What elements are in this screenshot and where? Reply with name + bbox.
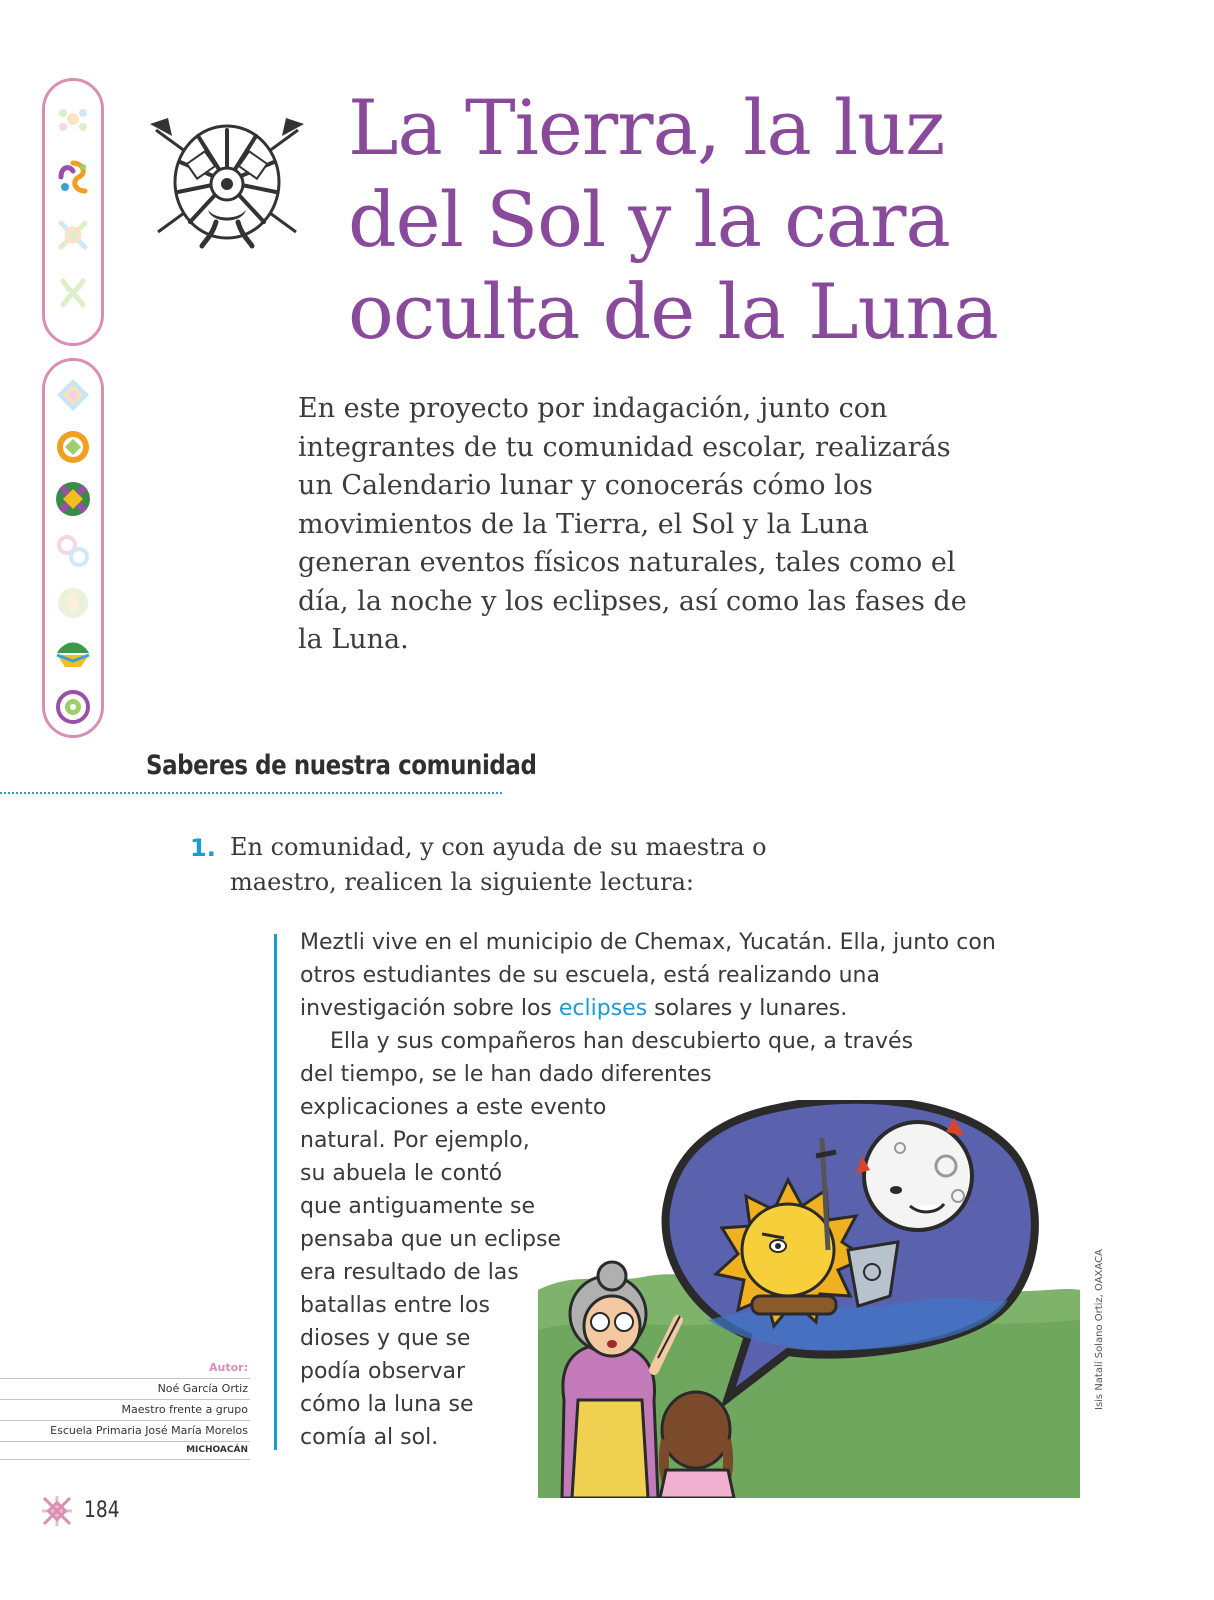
reading-line: explicaciones a este evento [300,1095,607,1120]
interculturalidad-icon [53,479,93,519]
reading-line: que antiguamente se [300,1194,536,1219]
step-instruction: En comunidad, y con ayuda de su maestra o maestro, realicen la siguiente lectura: [230,833,767,896]
reading-line: pensaba que un eclipse [300,1227,561,1252]
reading-accent-bar [274,934,277,1450]
reading-paragraph-1: Meztli vive en el municipio de Chemax, Yucatán. Ella, junto con otros estudiantes de su escuela, está realizando una investigación sobre los eclipses solares y lunares. [300,930,996,1021]
page-ornament-icon [40,1494,74,1528]
reading-line: comía al sol. [300,1425,439,1450]
etica-icon [53,215,93,255]
lenguajes-icon [53,99,93,139]
author-block [0,1358,250,1460]
page-number: 184 [84,1498,120,1523]
eclipse-story-illustration [538,1100,1080,1498]
ejes-articuladores-pill [42,358,104,738]
reading-line: natural. Por ejemplo, [300,1128,530,1153]
reading-line: podía observar [300,1359,465,1384]
reading-line: su abuela le contó [300,1161,503,1186]
author-label: Autor: [0,1358,250,1379]
reading-line: dioses y que se [300,1326,471,1351]
reading-line: batallas entre los [300,1293,490,1318]
lectura-escritura-icon [53,635,93,675]
saberes-icon [53,157,93,197]
project-emblem-icon [146,112,308,254]
author-state: MICHOACÁN [0,1442,250,1460]
page-title: La Tierra, la luz del Sol y la cara oculta de la Luna [348,83,998,356]
humano-icon [53,273,93,313]
vida-saludable-icon [53,583,93,623]
author-name: Noé García Ortiz [0,1379,250,1400]
reading-line: Ella y sus compañeros han descubierto que, a través [330,1029,914,1054]
step-number: 1. [190,834,216,862]
igualdad-genero-icon [53,531,93,571]
author-role: Maestro frente a grupo [0,1400,250,1421]
pensamiento-critico-icon [53,427,93,467]
campos-formativos-pill [42,78,104,346]
illustration-credit: Isis Natalí Solano Ortiz, OAXACA [1094,1249,1105,1410]
glossary-term-eclipses[interactable]: eclipses [558,996,648,1021]
section-heading: Saberes de nuestra comunidad [146,750,537,781]
reading-line: era resultado de las [300,1260,519,1285]
section-divider [0,792,502,794]
intro-paragraph: En este proyecto por indagación, junto con integrantes de tu comunidad escolar, realizarás un Calendario lunar y conocerás cómo los movimientos de la Tierra, el Sol y la Luna generan eventos físicos naturales, tales como el día, la noche y los eclipses, así como las fases de la Luna. [298,393,967,655]
author-school: Escuela Primaria José María Morelos [0,1421,250,1442]
reading-line: del tiempo, se le han dado diferentes [300,1062,712,1087]
artes-icon [53,687,93,727]
inclusion-icon [53,375,93,415]
reading-line: cómo la luna se [300,1392,474,1417]
